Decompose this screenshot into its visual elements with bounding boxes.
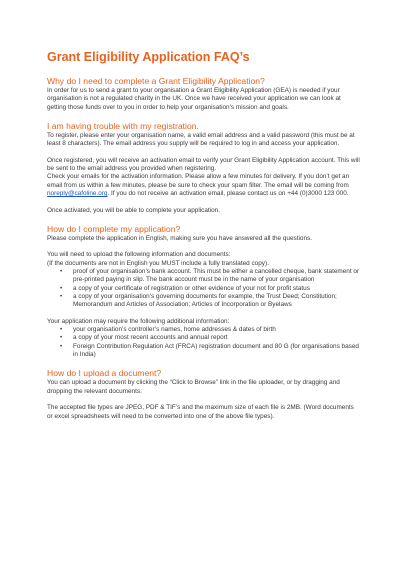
upload-intro: You will need to upload the following information and documents:	[47, 251, 231, 259]
check-email-text: Check your emails for the activation information. Please allow a few minutes for delivery. If you don’t get an email from us within a few minutes, please be sure to check your spam filter. The email will be coming from	[47, 173, 350, 189]
section-heading: How do I complete my application?	[47, 223, 181, 234]
registration-instructions: To register, please enter your organisation name, a valid email address and a valid password (this must be at least 8 characters). The email address you supply will be required to log in and access your application.	[47, 131, 355, 148]
list-item: • a copy of your certificate of registration or other evidence of your not for profit status	[60, 285, 360, 293]
additional-info-list	[47, 326, 360, 359]
section-heading: Why do I need to complete a Grant Eligibility Application?	[47, 76, 265, 86]
noreply-email-link[interactable]: noreply@cafoline.org	[47, 189, 108, 197]
list-item: • a copy of your organisation’s governing documents for example, the Trust Deed; Constitution; Memorandum and Articles of Association; Articles of Incorporation or Byelaws	[60, 293, 360, 310]
list-item: • proof of your organisation’s bank account. This must be either a cancelled cheque, bank statement or pre-printed paying in slip. The bank account must be in the name of your organisation	[60, 268, 360, 285]
section-upload-document	[47, 368, 360, 420]
page-title: Grant Eligibility Application FAQ’s	[47, 50, 250, 64]
activation-complete-info: Once activated, you will be able to complete your application.	[47, 206, 220, 214]
contact-text: . If you do not receive an activation email, please contact us on +44 (0)3000 123 000.	[107, 189, 349, 197]
upload-instructions: You can upload a document by clicking the “Click to Browse” link in the file uploader, or by dragging and dropping the relevant documents.	[47, 379, 340, 395]
file-types-info: The accepted file types are JPEG, PDF & TIF’s and the maximum size of each file is 2MB. (Word documents or excel spreadsheets will need to be converted into one of the above file types).	[47, 404, 354, 420]
list-item: • a copy of your most recent accounts and annual report	[60, 334, 360, 342]
section-heading: How do I upload a document?	[47, 368, 162, 379]
section-body: In order for us to send a grant to your organisation a Grant Eligibility Application (GEA) is needed if your organisation is not a regulated charity in the UK. Once we have received your application we can look at getting those funds over to you in order to help your organisation’s mission and goals.	[47, 87, 341, 111]
section-complete-application	[47, 224, 360, 359]
check-email-info	[47, 173, 360, 198]
english-instruction: Please complete the application in English, making sure you have answered all the questions.	[47, 234, 313, 242]
translation-note: (If the documents are not in English you MUST include a fully translated copy).	[47, 259, 269, 267]
activation-email-info: Once registered, you will receive an activation email to verify your Grant Eligibility Application account. This will be sent to the email address you provided when registering.	[47, 156, 360, 173]
list-item: • your organisation’s controller’s names, home addresses & dates of birth	[60, 326, 360, 334]
required-documents-list	[47, 268, 360, 309]
section-heading: I am having trouble with my registration.	[47, 120, 199, 131]
section-why-gea	[47, 76, 360, 112]
list-item: • Foreign Contribution Regulation Act (FRCA) registration document and 80 G (for organisations based in India)	[60, 343, 360, 360]
section-registration-trouble	[47, 121, 360, 215]
additional-info-intro: Your application may require the following additional information:	[47, 317, 230, 325]
